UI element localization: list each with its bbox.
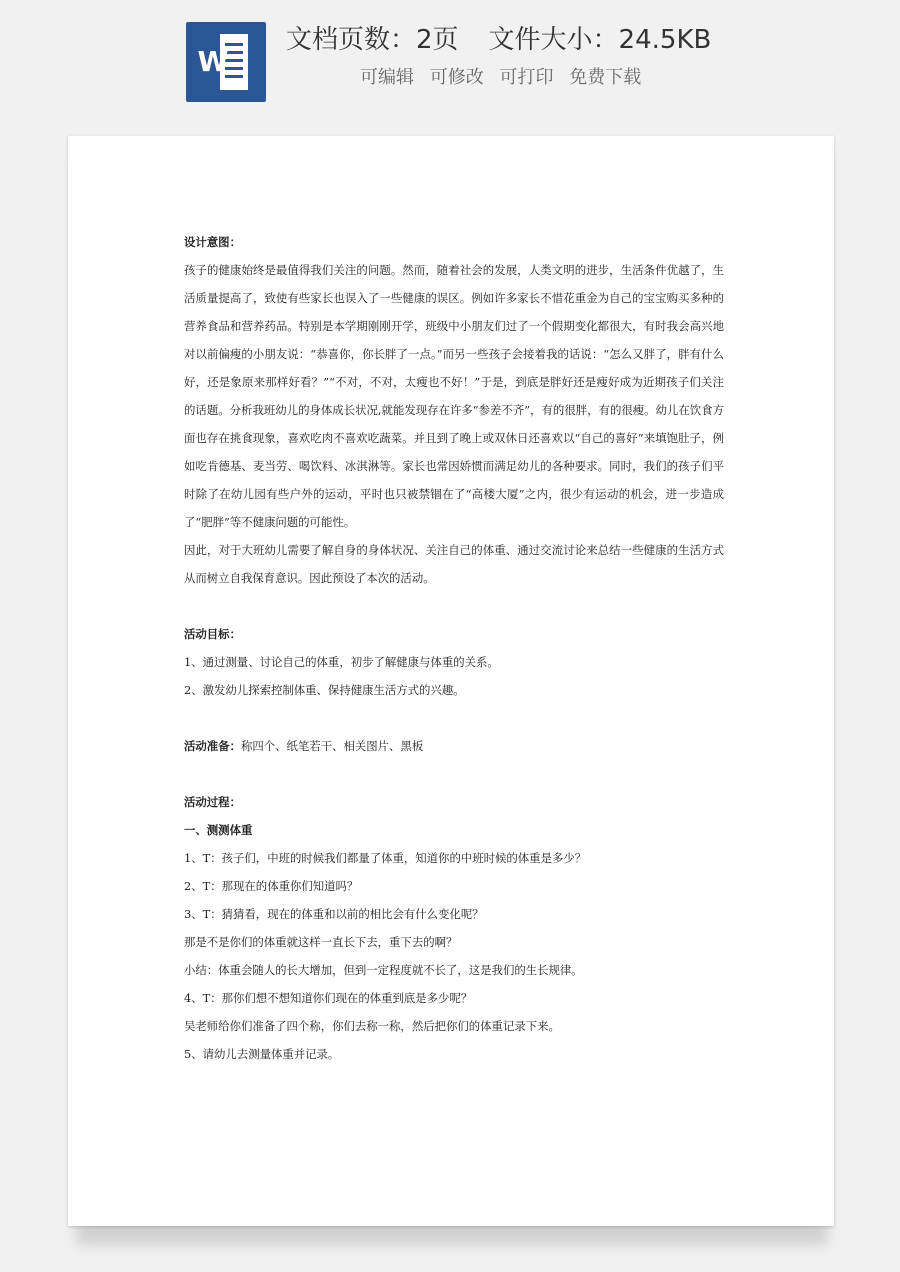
preparation-heading: 活动准备：	[184, 739, 241, 753]
document-info-header	[0, 0, 900, 120]
spacer	[184, 592, 724, 620]
step-4-followup: 吴老师给你们准备了四个称，你们去称一称，然后把你们的体重记录下来。	[184, 1019, 560, 1033]
word-icon-letter: W	[197, 45, 229, 78]
design-paragraph-1: 孩子的健康始终是最值得我们关注的问题。然而，随着社会的发展，人类文明的进步，生活条件优越了，生活质量提高了，致使有些家长也误入了一些健康的误区。例如许多家长不惜花重金为自己的宝宝购买多种的营养食品和营养药品。特别是本学期刚刚开学，班级中小朋友们过了一个假期变化都很大，有时我会高兴地对以前偏瘦的小朋友说：“恭喜你，你长胖了一点。”而另一些孩子会接着我的话说：“怎么又胖了，胖有什么好，还是象原来那样好看？”“不对，不对，太瘦也不好！”于是，到底是胖好还是瘦好成为近期孩子们关注的话题。分析我班幼儿的身体成长状况,就能发现存在许多“参差不齐”，有的很胖，有的很瘦。幼儿在饮食方面也存在挑食现象，喜欢吃肉不喜欢吃蔬菜。并且到了晚上或双休日还喜欢以“自己的喜好”来填饱肚子，例如吃肯德基、麦当劳、喝饮料、冰淇淋等。家长也常因娇惯而满足幼儿的各种要求。同时，我们的孩子们平时除了在幼儿园有些户外的运动，平时也只被禁锢在了“高楼大厦”之内，很少有运动的机会，进一步造成了“肥胖”等不健康问题的可能性。	[184, 263, 724, 529]
document-feature-tags	[360, 64, 641, 92]
step-1: 1、T：孩子们，中班的时候我们都量了体重，知道你的中班时候的体重是多少？	[184, 851, 587, 865]
preparation-line	[184, 732, 724, 760]
step-3-followup: 那是不是你们的体重就这样一直长下去，重下去的啊？	[184, 935, 458, 949]
summary: 小结：体重会随人的长大增加，但到一定程度就不长了，这是我们的生长规律。	[184, 963, 583, 977]
spacer	[184, 704, 724, 732]
preparation-text: 称四个、纸笔若干、相关图片、黑板	[240, 739, 424, 753]
goals-heading: 活动目标：	[184, 627, 241, 641]
word-document-icon	[186, 22, 266, 102]
file-size: 文件大小：24.5KB	[488, 25, 712, 55]
tag-modifiable: 可修改	[429, 67, 484, 88]
step-4: 4、T：那你们想不想知道你们现在的体重到底是多少呢？	[184, 991, 473, 1005]
tag-editable: 可编辑	[360, 67, 414, 88]
process-heading: 活动过程：	[184, 795, 241, 809]
design-paragraph-2: 因此，对于大班幼儿需要了解自身的身体状况、关注自己的体重、通过交流讨论来总结一些健康的生活方式从而树立自我保育意识。因此预设了本次的活动。	[184, 543, 724, 585]
goal-item-1: 1、通过测量、讨论自己的体重，初步了解健康与体重的关系。	[184, 655, 499, 669]
page-count: 文档页数：2页	[286, 25, 459, 55]
step-2: 2、T：那现在的体重你们知道吗？	[184, 879, 359, 893]
tag-printable: 可打印	[499, 67, 554, 88]
document-content	[184, 228, 724, 1068]
step-3: 3、T：猜猜看，现在的体重和以前的相比会有什么变化呢？	[184, 907, 484, 921]
section-1-title: 一、测测体重	[184, 823, 253, 837]
design-heading: 设计意图：	[184, 235, 241, 249]
step-5: 5、请幼儿去测量体重并记录。	[184, 1047, 340, 1061]
goal-item-2: 2、激发幼儿探索控制体重、保持健康生活方式的兴趣。	[184, 683, 465, 697]
spacer	[184, 760, 724, 788]
document-meta	[286, 20, 711, 60]
document-page	[68, 136, 834, 1226]
tag-free-download: 免费下载	[569, 67, 642, 88]
